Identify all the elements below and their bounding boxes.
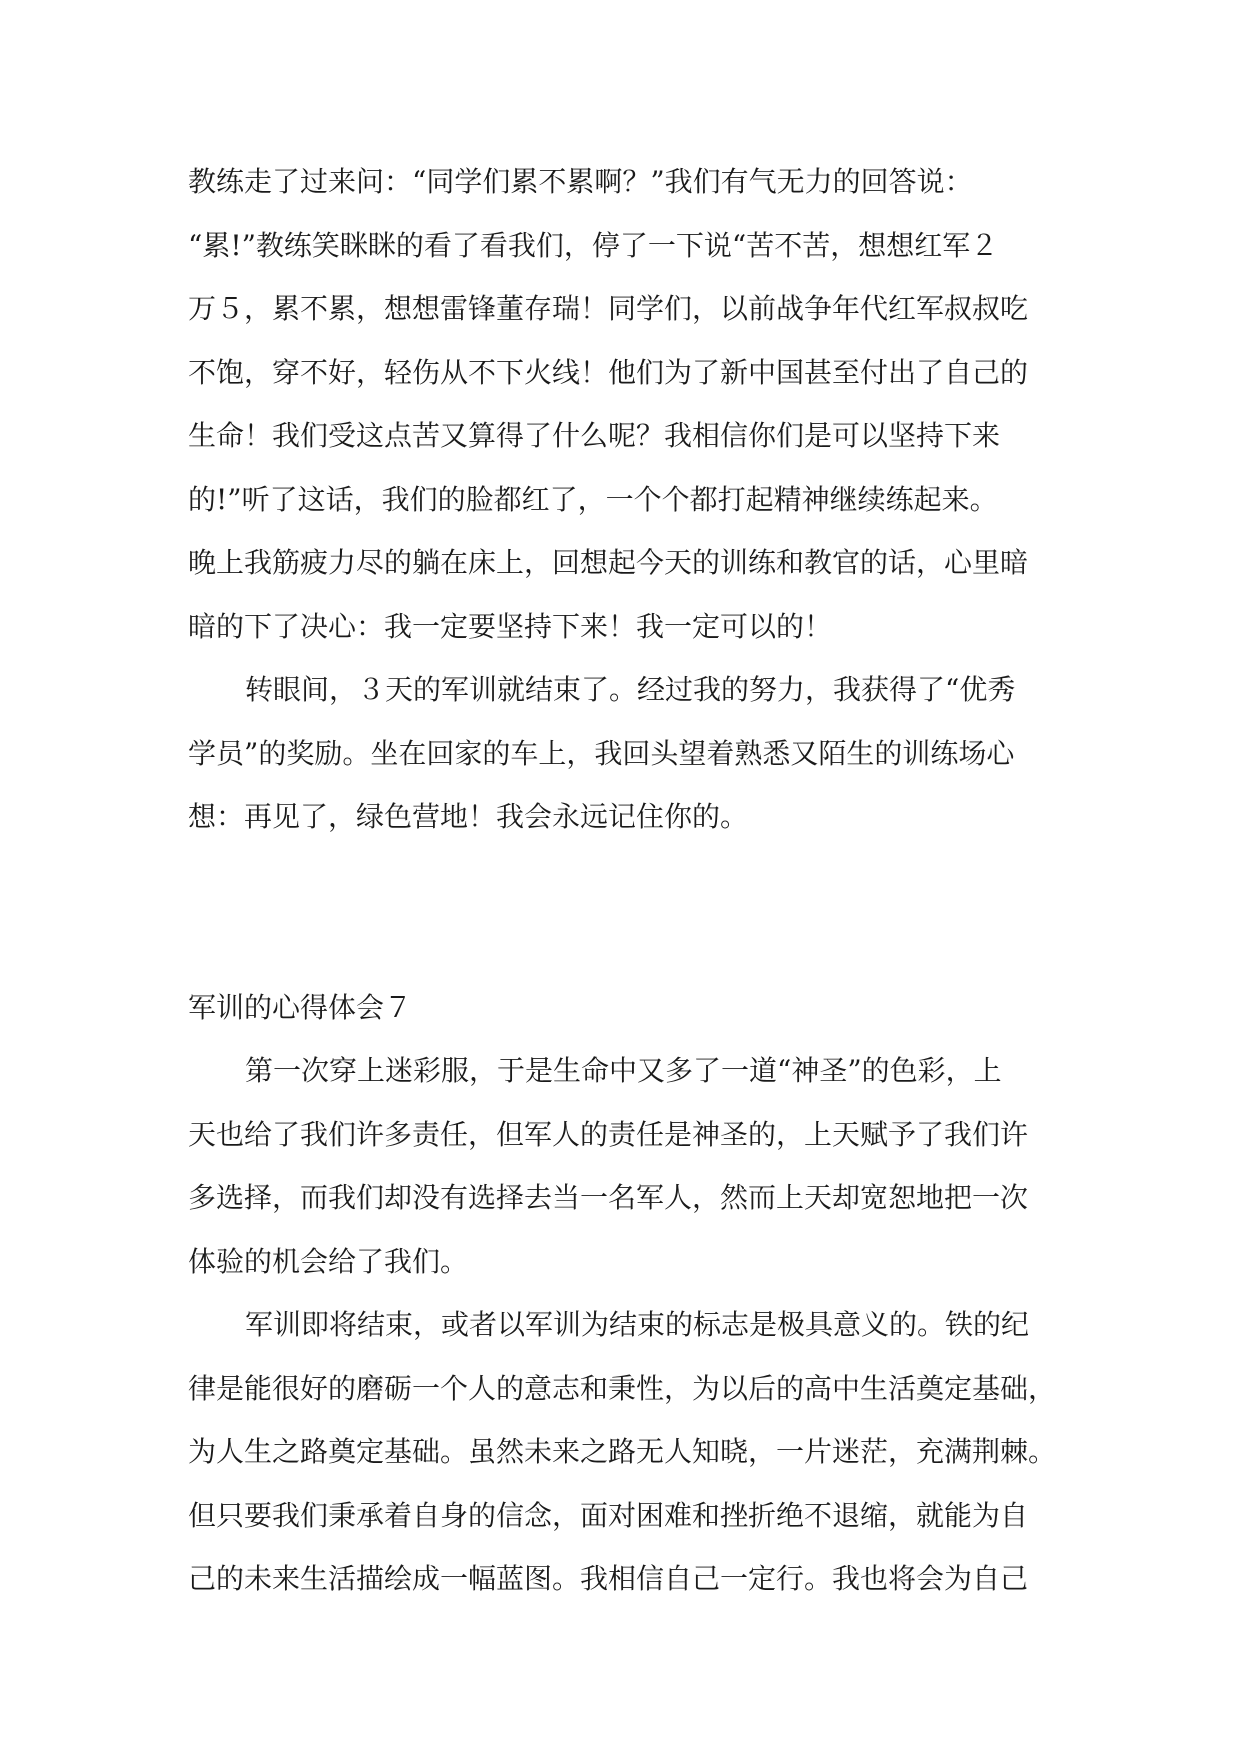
text-line: 第一次穿上迷彩服，于是生命中又多了一道“神圣”的色彩，上 (245, 1054, 1002, 1087)
text-line: 为人生之路奠定基础。虽然未来之路无人知晓，一片迷茫，充满荆棘。 (188, 1435, 1057, 1468)
text-line: 晚上我筋疲力尽的躺在床上，回想起今天的训练和教官的话，心里暗 (188, 546, 1029, 579)
text-line: 万５，累不累，想想雷锋董存瑞！同学们，以前战争年代红军叔叔吃 (188, 292, 1029, 325)
text-line: 学员”的奖励。坐在回家的车上，我回头望着熟悉又陌生的训练场心 (188, 736, 1015, 770)
text-line: 不饱，穿不好，轻伤从不下火线！他们为了新中国甚至付出了自己的 (188, 355, 1029, 389)
text-line: 多选择，而我们却没有选择去当一名军人，然而上天却宽恕地把一次 (188, 1181, 1029, 1214)
section-heading: 军训的心得体会７ (188, 990, 413, 1024)
text-line: 暗的下了决心：我一定要坚持下来！我一定可以的！ (188, 609, 833, 643)
text-line: 转眼间，３天的军训就结束了。经过我的努力，我获得了“优秀 (245, 673, 1016, 706)
text-line: “累!”教练笑眯眯的看了看我们，停了一下说“苦不苦，想想红军２ (188, 228, 999, 262)
paragraph-conclusion (188, 658, 1058, 849)
text-line: 己的未来生活描绘成一幅蓝图。我相信自己一定行。我也将会为自己 (188, 1562, 1029, 1595)
text-line: 但只要我们秉承着自身的信念，面对困难和挫折绝不退缩，就能为自 (188, 1498, 1029, 1532)
text-line: 生命！我们受这点苦又算得了什么呢？我相信你们是可以坚持下来 (188, 419, 1001, 452)
paragraph-continued (188, 150, 1058, 658)
text-line: 想：再见了，绿色营地！我会永远记住你的。 (188, 800, 749, 833)
text-line: 天也给了我们许多责任，但军人的责任是神圣的，上天赋予了我们许 (188, 1117, 1029, 1151)
text-line: 律是能很好的磨砺一个人的意志和秉性，为以后的高中生活奠定基础， (188, 1371, 1057, 1405)
paragraph-first (188, 1039, 1058, 1293)
document-body (188, 150, 1058, 1611)
text-line: 教练走了过来问：“同学们累不累啊？”我们有气无力的回答说： (188, 165, 973, 198)
text-line: 体验的机会给了我们。 (188, 1244, 469, 1278)
text-line: 的!”听了这话，我们的脸都红了，一个个都打起精神继续练起来。 (188, 482, 998, 516)
paragraph-second (188, 1293, 1058, 1611)
text-line: 军训即将结束，或者以军训为结束的标志是极具意义的。铁的纪 (245, 1308, 1030, 1341)
